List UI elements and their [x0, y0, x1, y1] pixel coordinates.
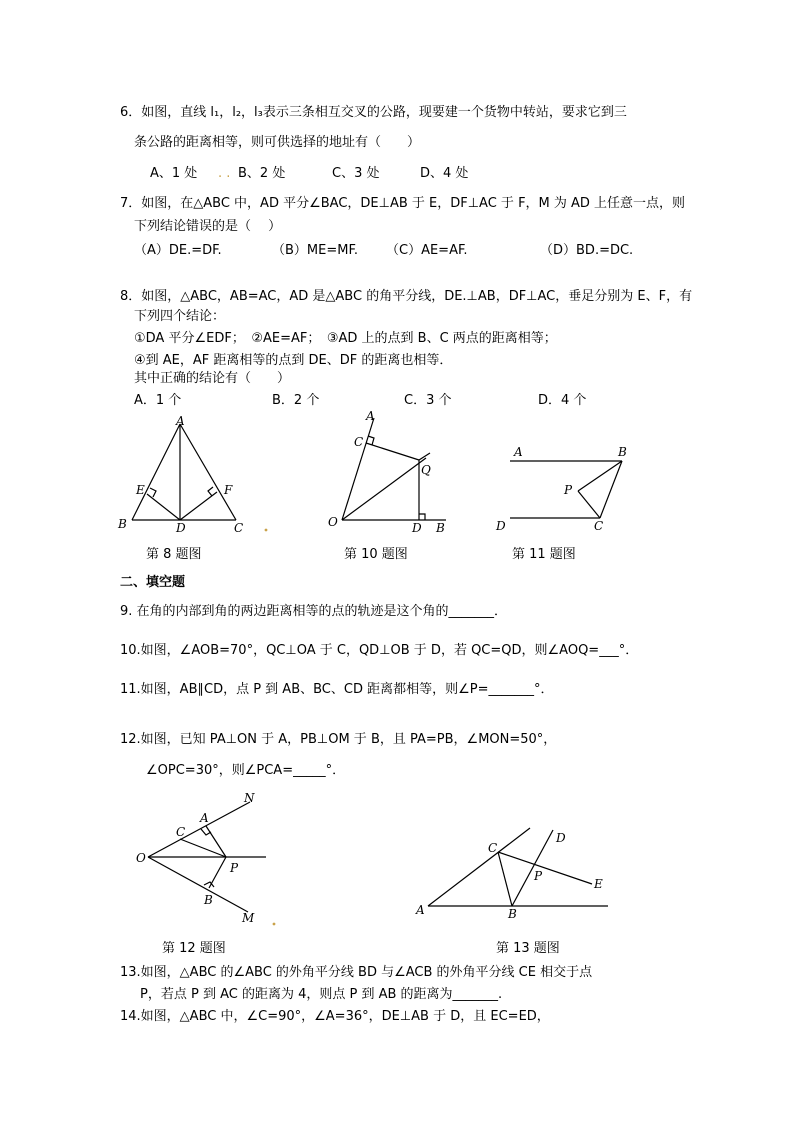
fig11-label-d: D — [496, 519, 506, 533]
figure-13-caption: 第 13 题图 — [496, 941, 560, 956]
fig13-label-p: P — [534, 869, 543, 883]
q8-option-a: A．1 个 — [134, 393, 182, 408]
figure-8 — [112, 412, 272, 542]
figure-12-caption: 第 12 题图 — [162, 941, 226, 956]
fig10-label-a: A — [366, 409, 375, 423]
fig12-label-o: O — [136, 851, 146, 865]
fig13-label-c: C — [488, 841, 498, 855]
fig12-label-n: N — [244, 791, 255, 805]
fig12-label-c: C — [176, 825, 186, 839]
q12-line1: 12.如图，已知 PA⊥ON 于 A，PB⊥OM 于 B，且 PA=PB，∠MON=50°， — [120, 732, 557, 747]
q7-option-b: （B）ME=MF. — [272, 243, 358, 258]
fig11-label-p: P — [564, 483, 573, 497]
fig8-label-b: B — [118, 517, 127, 531]
fig13-label-b: B — [508, 907, 517, 921]
fig11-label-c: C — [594, 519, 604, 533]
fig10-label-c: C — [354, 435, 364, 449]
fig11-label-b: B — [618, 445, 627, 459]
q12-line2: ∠OPC=30°，则∠PCA=_____°． — [146, 763, 346, 778]
fig11-label-a: A — [514, 445, 523, 459]
fig13-label-d: D — [556, 831, 566, 845]
q8-line2: 下列四个结论： — [134, 309, 226, 324]
q14-line1: 14.如图，△ABC 中，∠C=90°，∠A=36°，DE⊥AB 于 D，且 EC=ED， — [120, 1009, 550, 1024]
q6-line1: 6．如图，直线 l₁，l₂，l₃表示三条相互交叉的公路，现要建一个货物中转站，要求它到三 — [120, 105, 627, 120]
fig8-label-f: F — [224, 483, 233, 497]
q13-line1: 13.如图，△ABC 的∠ABC 的外角平分线 BD 与∠ACB 的外角平分线 CE 相交于点 — [120, 965, 593, 980]
figure-11 — [490, 436, 640, 536]
q7-option-c: （C）AE=AF. — [386, 243, 468, 258]
q7-line1: 7．如图，在△ABC 中，AD 平分∠BAC，DE⊥AB 于 E，DF⊥AC 于 F，M 为 AD 上任意一点，则 — [120, 196, 686, 211]
q8-option-b: B．2 个 — [272, 393, 320, 408]
q6-option-d: D、4 处 — [420, 166, 469, 181]
q11-text: 11.如图，AB∥CD，点 P 到 AB、BC、CD 距离都相等，则∠P=_______°． — [120, 682, 554, 697]
q13-line2: P，若点 P 到 AC 的距离为 4，则点 P 到 AB 的距离为_______. — [140, 987, 503, 1002]
fig10-label-o: O — [328, 515, 338, 529]
figure-12 — [132, 786, 282, 926]
fig12-dot — [273, 923, 276, 926]
fig10-label-b: B — [436, 521, 445, 535]
q9-text: 9. 在角的内部到角的两边距离相等的点的轨迹是这个角的_______． — [120, 604, 508, 619]
figure-10-caption: 第 10 题图 — [344, 547, 408, 562]
q8-line5: 其中正确的结论有（ ） — [134, 371, 291, 386]
fig12-label-p: P — [230, 861, 239, 875]
fig8-label-c: C — [234, 521, 244, 535]
q7-option-d: （D）BD.=DC. — [540, 243, 634, 258]
fig12-label-a: A — [200, 811, 209, 825]
q7-option-a: （A）DE.=DF. — [134, 243, 222, 258]
q8-option-c: C．3 个 — [404, 393, 452, 408]
q10-text: 10.如图，∠AOB=70°，QC⊥OA 于 C，QD⊥OB 于 D，若 QC=QD，则∠AOQ=___°． — [120, 643, 639, 658]
q6-option-c: C、3 处 — [332, 166, 380, 181]
fig8-label-e: E — [136, 483, 145, 497]
q6-option-b: B、2 处 — [238, 166, 286, 181]
fig10-label-q: Q — [421, 463, 431, 477]
q8-line4: ④到 AE，AF 距离相等的点到 DE、DF 的距离也相等． — [134, 353, 453, 368]
fig8-dot — [265, 529, 268, 532]
figure-13 — [412, 826, 622, 930]
q6-line2: 条公路的距离相等，则可供选择的地址有（ ） — [134, 135, 421, 150]
q8-line3: ①DA 平分∠EDF； ②AE=AF； ③AD 上的点到 B、C 两点的距离相等； — [134, 331, 557, 346]
fig8-label-a: A — [176, 414, 185, 428]
fig8-label-d: D — [176, 521, 186, 535]
fig10-label-d: D — [412, 521, 422, 535]
q6-option-a: A、1 处 — [150, 166, 198, 181]
q6-option-dots: . . — [218, 166, 231, 181]
fig12-label-b: B — [204, 893, 213, 907]
figure-8-caption: 第 8 题图 — [146, 547, 202, 562]
figure-11-caption: 第 11 题图 — [512, 547, 576, 562]
fig12-label-m: M — [242, 911, 255, 925]
figure-10 — [322, 408, 452, 538]
q7-line2: 下列结论错误的是（ ） — [134, 219, 282, 234]
q8-option-d: D．4 个 — [538, 393, 587, 408]
fig13-label-a: A — [416, 903, 425, 917]
fig13-label-e: E — [594, 877, 603, 891]
q8-line1: 8．如图，△ABC，AB=AC，AD 是△ABC 的角平分线，DE.⊥AB，DF⊥AC，垂足分别为 E、F，有 — [120, 289, 693, 304]
section-2-title: 二、填空题 — [120, 575, 186, 590]
